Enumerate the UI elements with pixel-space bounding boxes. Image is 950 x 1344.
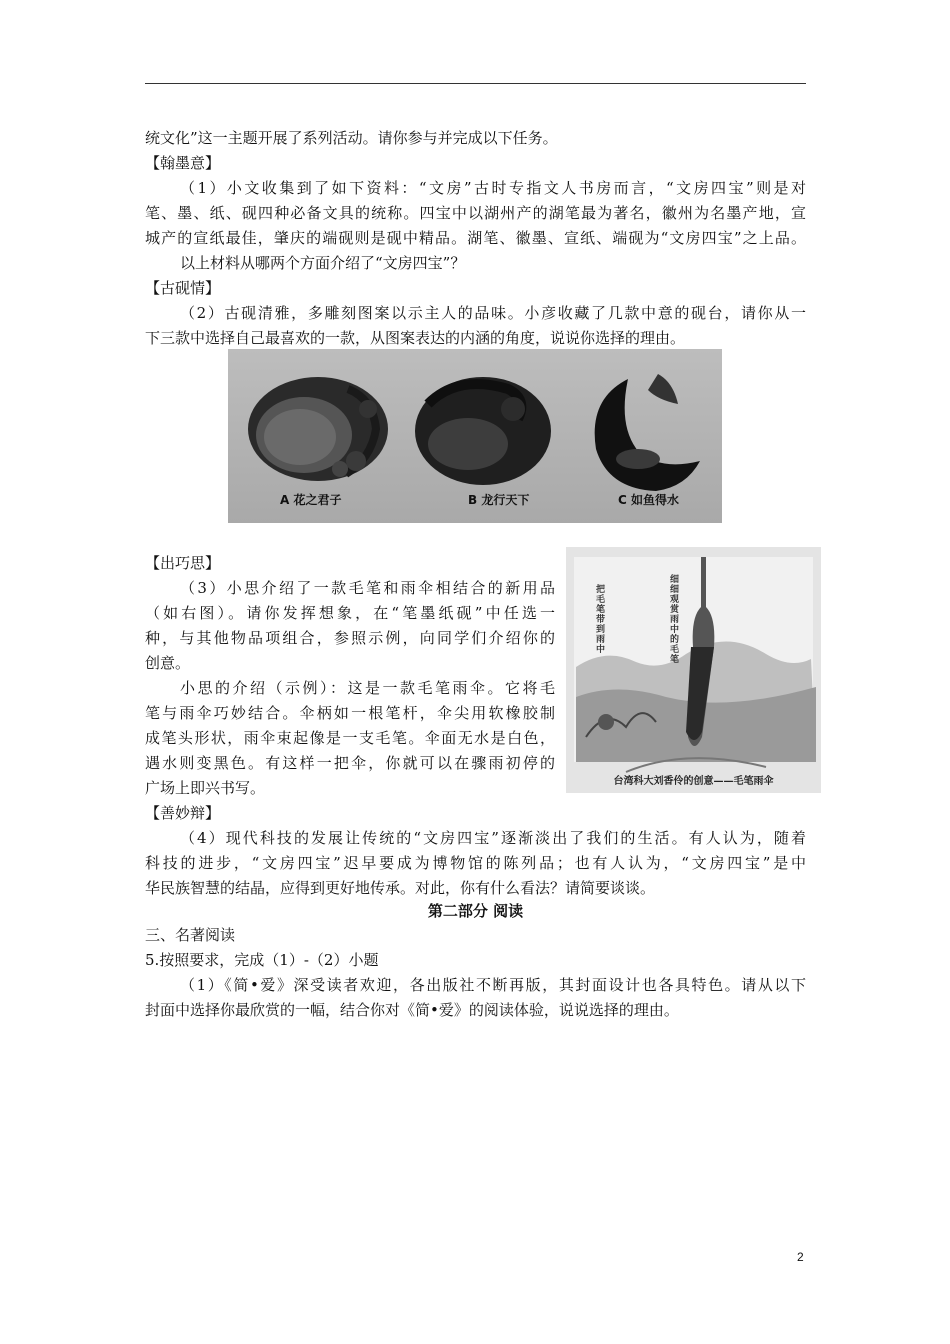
section-heading-hanmo: 【翰墨意】 [145, 154, 221, 172]
section-heading-chuqiao: 【出巧思】 [145, 554, 221, 572]
question-number: 5.按照要求，完成（1）-（2）小题 [145, 951, 379, 969]
umbrella-side-text-2: 细细观赏雨中的毛笔 [670, 575, 680, 665]
umbrella-side-text-1: 把毛笔带到雨中 [596, 585, 606, 655]
text-line: 成笔头形状，雨伞束起像是一支毛笔。伞面无水是白色， [145, 729, 555, 747]
section-heading-shanmiao: 【善妙辩】 [145, 804, 221, 822]
text-line: （1）《简•爱》深受读者欢迎，各出版社不断再版，其封面设计也各具特色。请从以下 [180, 976, 806, 994]
text-line: （如右图）。请你发挥想象，在“笔墨纸砚”中任选一 [145, 604, 555, 622]
section-heading-guyan: 【古砚情】 [145, 279, 221, 297]
text-line: 科技的进步，“文房四宝”迟早要成为博物馆的陈列品；也有人认为，“文房四宝”是中 [145, 854, 806, 872]
text-line: 种，与其他物品项组合，参照示例，向同学们介绍你的 [145, 629, 555, 647]
inkstone-c-image [595, 374, 700, 491]
text-line: 笔与雨伞巧妙结合。伞柄如一根笔杆，伞尖用软橡胶制 [145, 704, 555, 722]
text-line: 统文化”这一主题开展了系列活动。请你参与并完成以下任务。 [145, 129, 558, 147]
part-two-title: 第二部分 阅读 [427, 902, 524, 920]
text-line: （3）小思介绍了一款毛笔和雨伞相结合的新用品 [180, 579, 555, 597]
text-line: （2）古砚清雅，多雕刻图案以示主人的品味。小彦收藏了几款中意的砚台，请你从一 [180, 304, 806, 322]
text-line: 笔、墨、纸、砚四种必备文具的统称。四宝中以湖州产的湖笔最为著名，徽州为名墨产地，宣 [145, 204, 806, 222]
text-line: （1）小文收集到了如下资料：“文房”古时专指文人书房而言，“文房四宝”则是对 [180, 179, 806, 197]
question-line: 以上材料从哪两个方面介绍了“文房四宝”？ [180, 254, 466, 272]
inkstone-b-caption: B 龙行天下 [468, 493, 530, 507]
inkstone-a-caption: A 花之君子 [280, 493, 342, 507]
section-heading-classics: 三、名著阅读 [145, 926, 236, 944]
inkstone-b-image [415, 377, 551, 485]
text-line: 广场上即兴书写。 [145, 779, 266, 797]
header-rule [145, 83, 806, 84]
inkstone-photo [228, 349, 722, 523]
text-line: 封面中选择你最欣赏的一幅，结合你对《简•爱》的阅读体验，说说选择的理由。 [145, 1001, 679, 1019]
umbrella-caption: 台湾科大刘香伶的创意——毛笔雨伞 [613, 776, 774, 787]
text-line: 创意。 [145, 654, 191, 672]
text-line: 城产的宣纸最佳，肇庆的端砚则是砚中精品。湖笔、徽墨、宣纸、端砚为“文房四宝”之上品。 [145, 229, 806, 247]
brush-umbrella-photo [566, 547, 821, 793]
text-line: 小思的介绍（示例）：这是一款毛笔雨伞。它将毛 [180, 679, 555, 697]
page-number: 2 [797, 1250, 804, 1264]
inkstone-c-caption: C 如鱼得水 [618, 493, 679, 507]
text-line: 下三款中选择自己最喜欢的一款，从图案表达的内涵的角度，说说你选择的理由。 [145, 329, 686, 347]
text-line: 华民族智慧的结晶，应得到更好地传承。对此，你有什么看法？请简要谈谈。 [145, 879, 656, 897]
brush-umbrella-illustration [566, 547, 821, 793]
text-line: （4）现代科技的发展让传统的“文房四宝”逐渐淡出了我们的生活。有人认为，随着 [180, 829, 806, 847]
text-line: 遇水则变黑色。有这样一把伞，你就可以在骤雨初停的 [145, 754, 555, 772]
inkstone-a-image [248, 377, 388, 481]
